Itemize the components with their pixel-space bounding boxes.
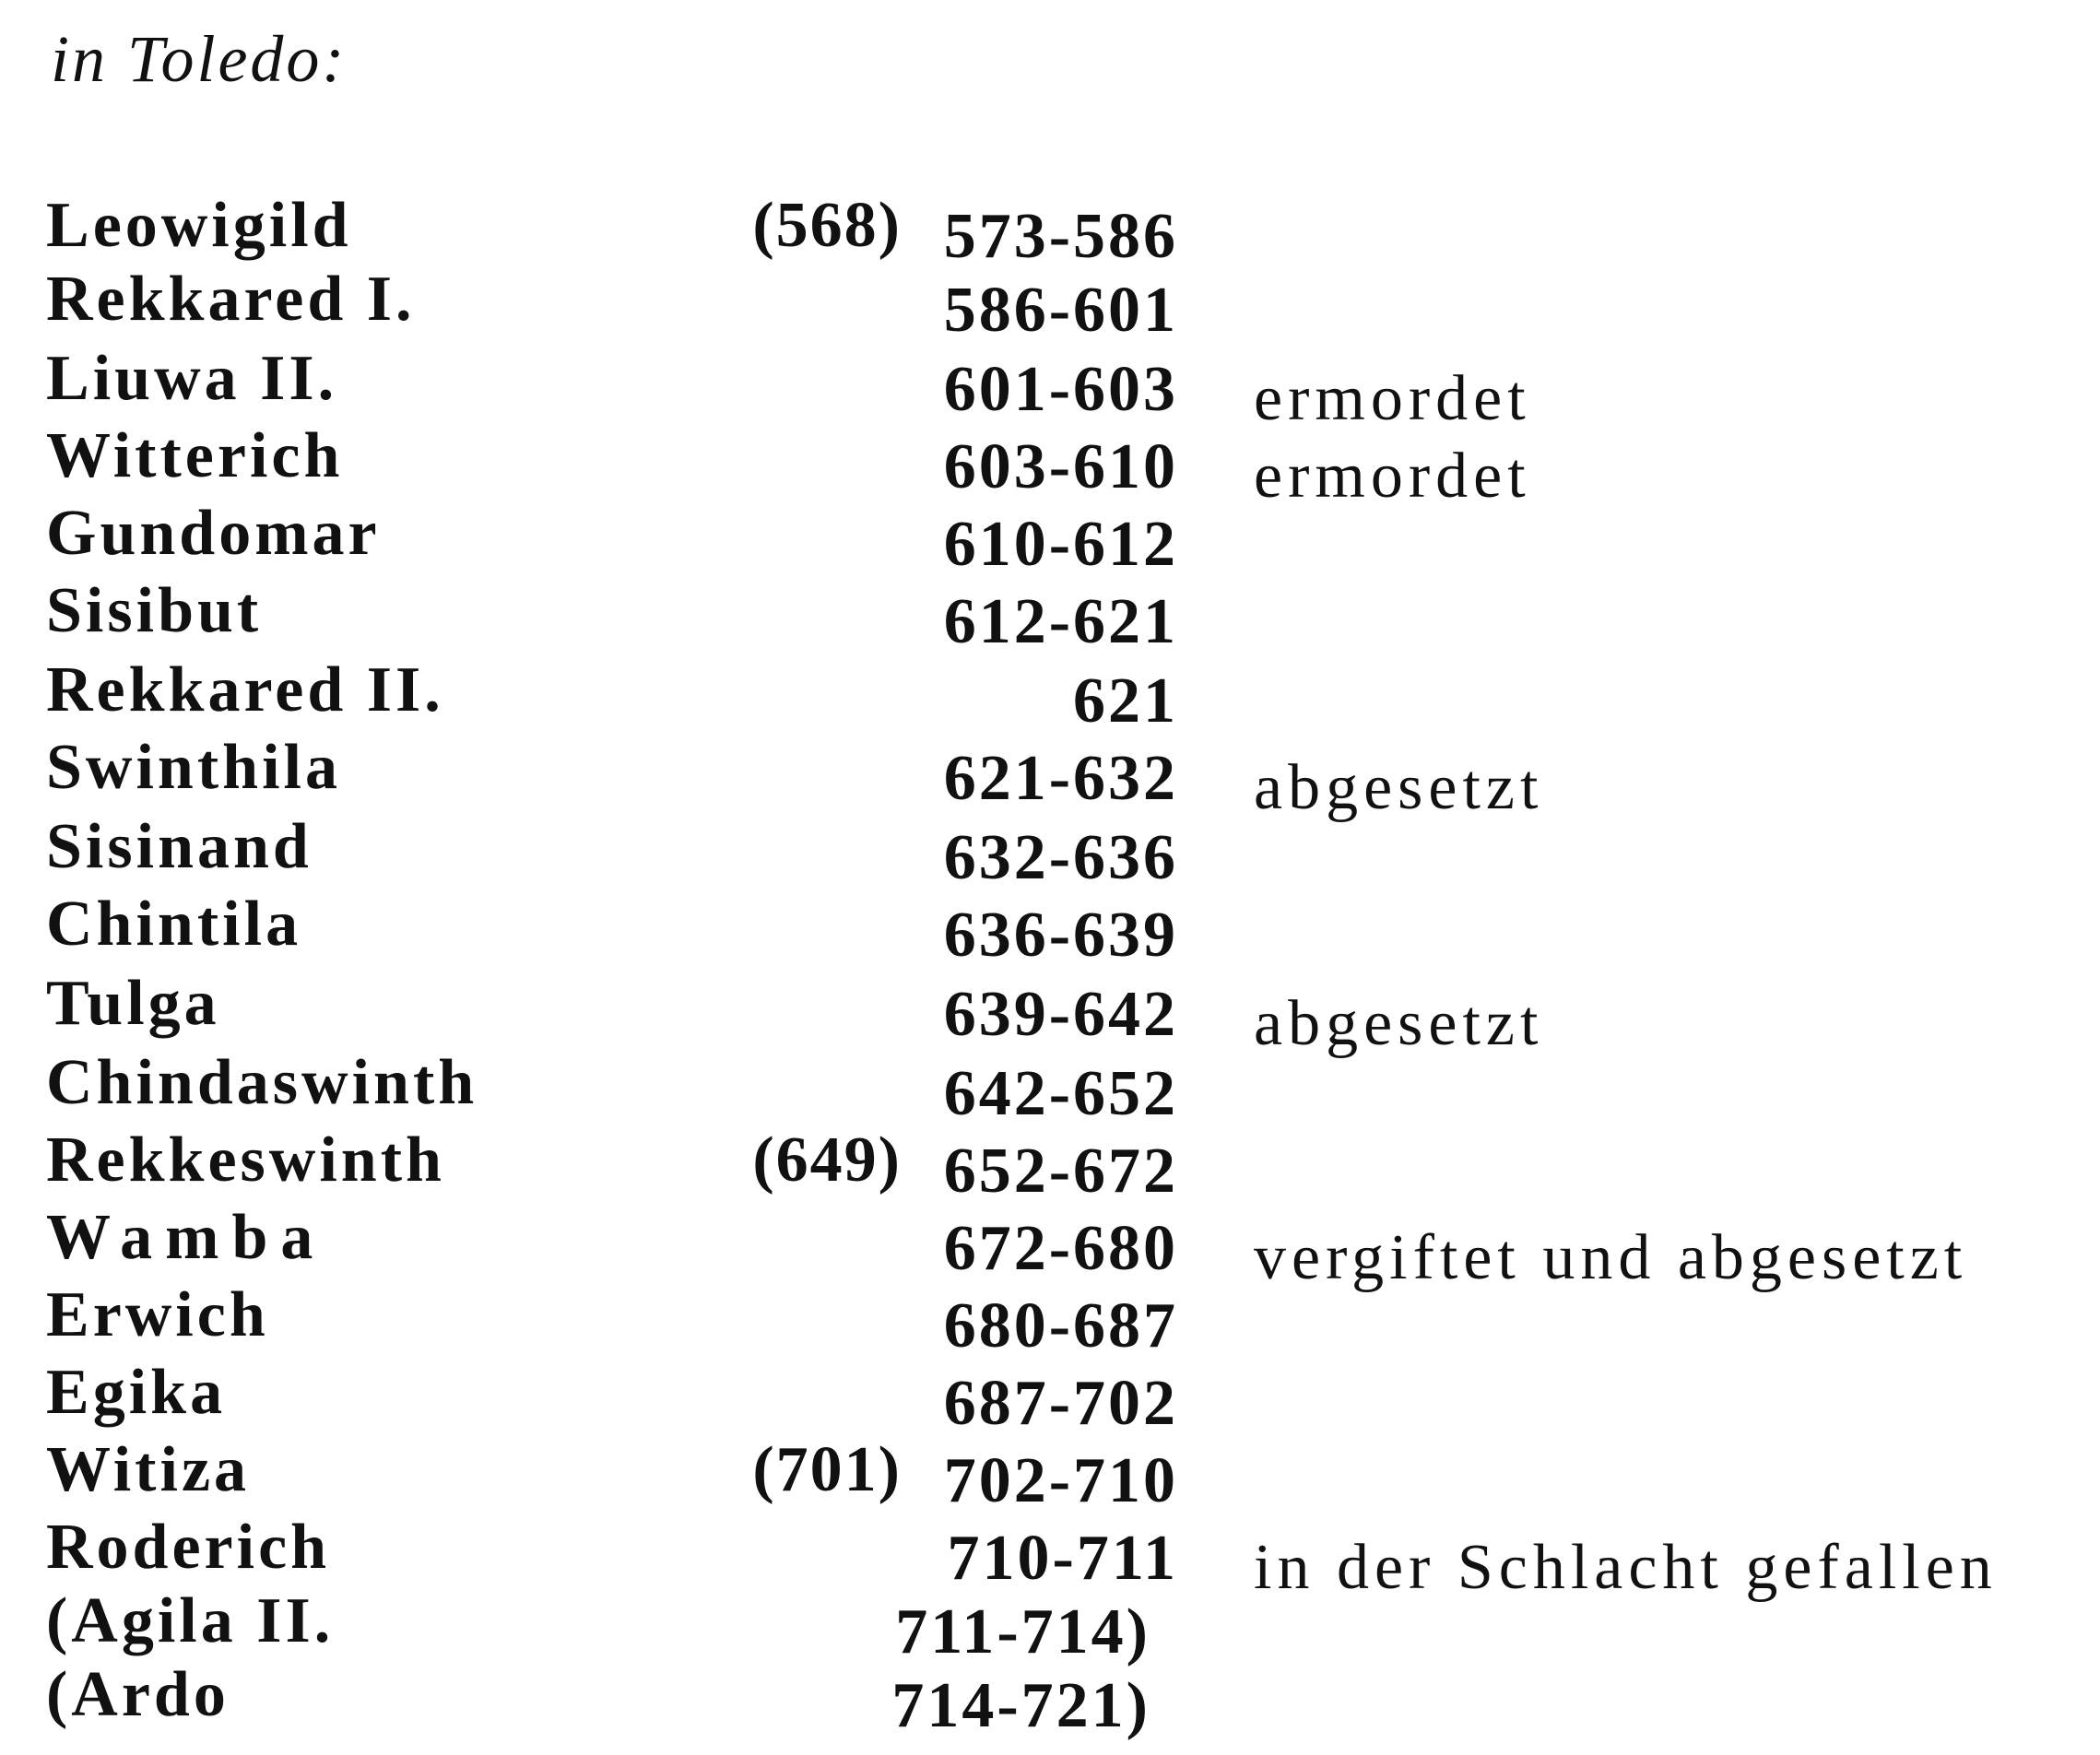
ruler-prior-year: (701) [752, 1434, 902, 1505]
ruler-name: Egika [46, 1357, 227, 1428]
ruler-reign-years: 601-603 [943, 354, 1178, 425]
ruler-name: Liuwa II. [46, 343, 338, 414]
ruler-name: (Agila II. [46, 1585, 335, 1656]
ruler-reign-years: 710-711 [947, 1523, 1178, 1594]
table-row [0, 654, 2100, 736]
table-row [0, 1357, 2100, 1439]
ruler-name: Leowigild [46, 190, 352, 261]
table-row [0, 1659, 2100, 1741]
ruler-reign-years: 642-652 [943, 1058, 1178, 1129]
ruler-name: Chindaswinth [46, 1047, 478, 1118]
ruler-name: Roderich [46, 1512, 331, 1583]
ruler-note: abgesetzt [1254, 988, 1544, 1059]
ruler-reign-years: 652-672 [943, 1136, 1178, 1207]
ruler-reign-years: 714-721) [891, 1670, 1150, 1741]
ruler-name: Gundomar [46, 498, 381, 569]
table-row [0, 968, 2100, 1059]
ruler-reign-years: 621-632 [943, 743, 1178, 814]
ruler-name: Chintila [46, 889, 302, 960]
table-row [0, 1279, 2100, 1361]
ruler-note: in der Schlacht gefallen [1254, 1532, 1998, 1603]
ruler-name: Wamba [46, 1202, 326, 1273]
ruler-name: Rekkared II. [46, 654, 444, 725]
ruler-note: vergiftet und abgesetzt [1254, 1222, 1968, 1293]
ruler-reign-years: 621 [1073, 665, 1178, 736]
ruler-reign-years: 586-601 [943, 275, 1178, 346]
ruler-reign-years: 680-687 [943, 1290, 1178, 1361]
ruler-prior-year: (568) [752, 190, 902, 261]
table-row [0, 1585, 2100, 1667]
ruler-reign-years: 636-639 [943, 900, 1178, 971]
ruler-name: Sisibut [46, 575, 263, 646]
ruler-reign-years: 711-714) [895, 1596, 1150, 1667]
table-row [0, 889, 2100, 971]
table-row [0, 420, 2100, 512]
ruler-reign-years: 687-702 [943, 1368, 1178, 1439]
ruler-reign-years: 612-621 [943, 586, 1178, 657]
ruler-reign-years: 702-710 [943, 1445, 1178, 1516]
ruler-name: Witiza [46, 1434, 251, 1505]
ruler-name: (Ardo [46, 1659, 230, 1730]
ruler-prior-year: (649) [752, 1125, 902, 1196]
ruler-reign-years: 603-610 [943, 431, 1178, 502]
ruler-reign-years: 672-680 [943, 1213, 1178, 1284]
ruler-reign-years: 610-612 [943, 509, 1178, 580]
ruler-name: Rekkeswinth [46, 1125, 445, 1196]
table-row [0, 732, 2100, 823]
table-row [0, 1125, 2100, 1207]
table-row [0, 1512, 2100, 1603]
ruler-name: Tulga [46, 968, 220, 1039]
section-heading: in Toledo: [51, 22, 348, 96]
ruler-name: Swinthila [46, 732, 341, 803]
table-row [0, 343, 2100, 434]
table-row [0, 811, 2100, 893]
ruler-name: Sisinand [46, 811, 313, 882]
ruler-note: ermordet [1254, 363, 1531, 434]
table-row [0, 264, 2100, 346]
ruler-name: Erwich [46, 1279, 269, 1350]
table-row [0, 1047, 2100, 1129]
table-row [0, 190, 2100, 272]
ruler-name: Rekkared I. [46, 264, 416, 335]
table-row [0, 1202, 2100, 1293]
ruler-reign-years: 632-636 [943, 822, 1178, 893]
ruler-note: abgesetzt [1254, 752, 1544, 823]
ruler-name: Witterich [46, 420, 344, 491]
table-row [0, 1434, 2100, 1516]
ruler-reign-years: 573-586 [943, 201, 1178, 272]
ruler-reign-years: 639-642 [943, 979, 1178, 1050]
table-row [0, 498, 2100, 580]
ruler-note: ermordet [1254, 441, 1531, 512]
table-row [0, 575, 2100, 657]
